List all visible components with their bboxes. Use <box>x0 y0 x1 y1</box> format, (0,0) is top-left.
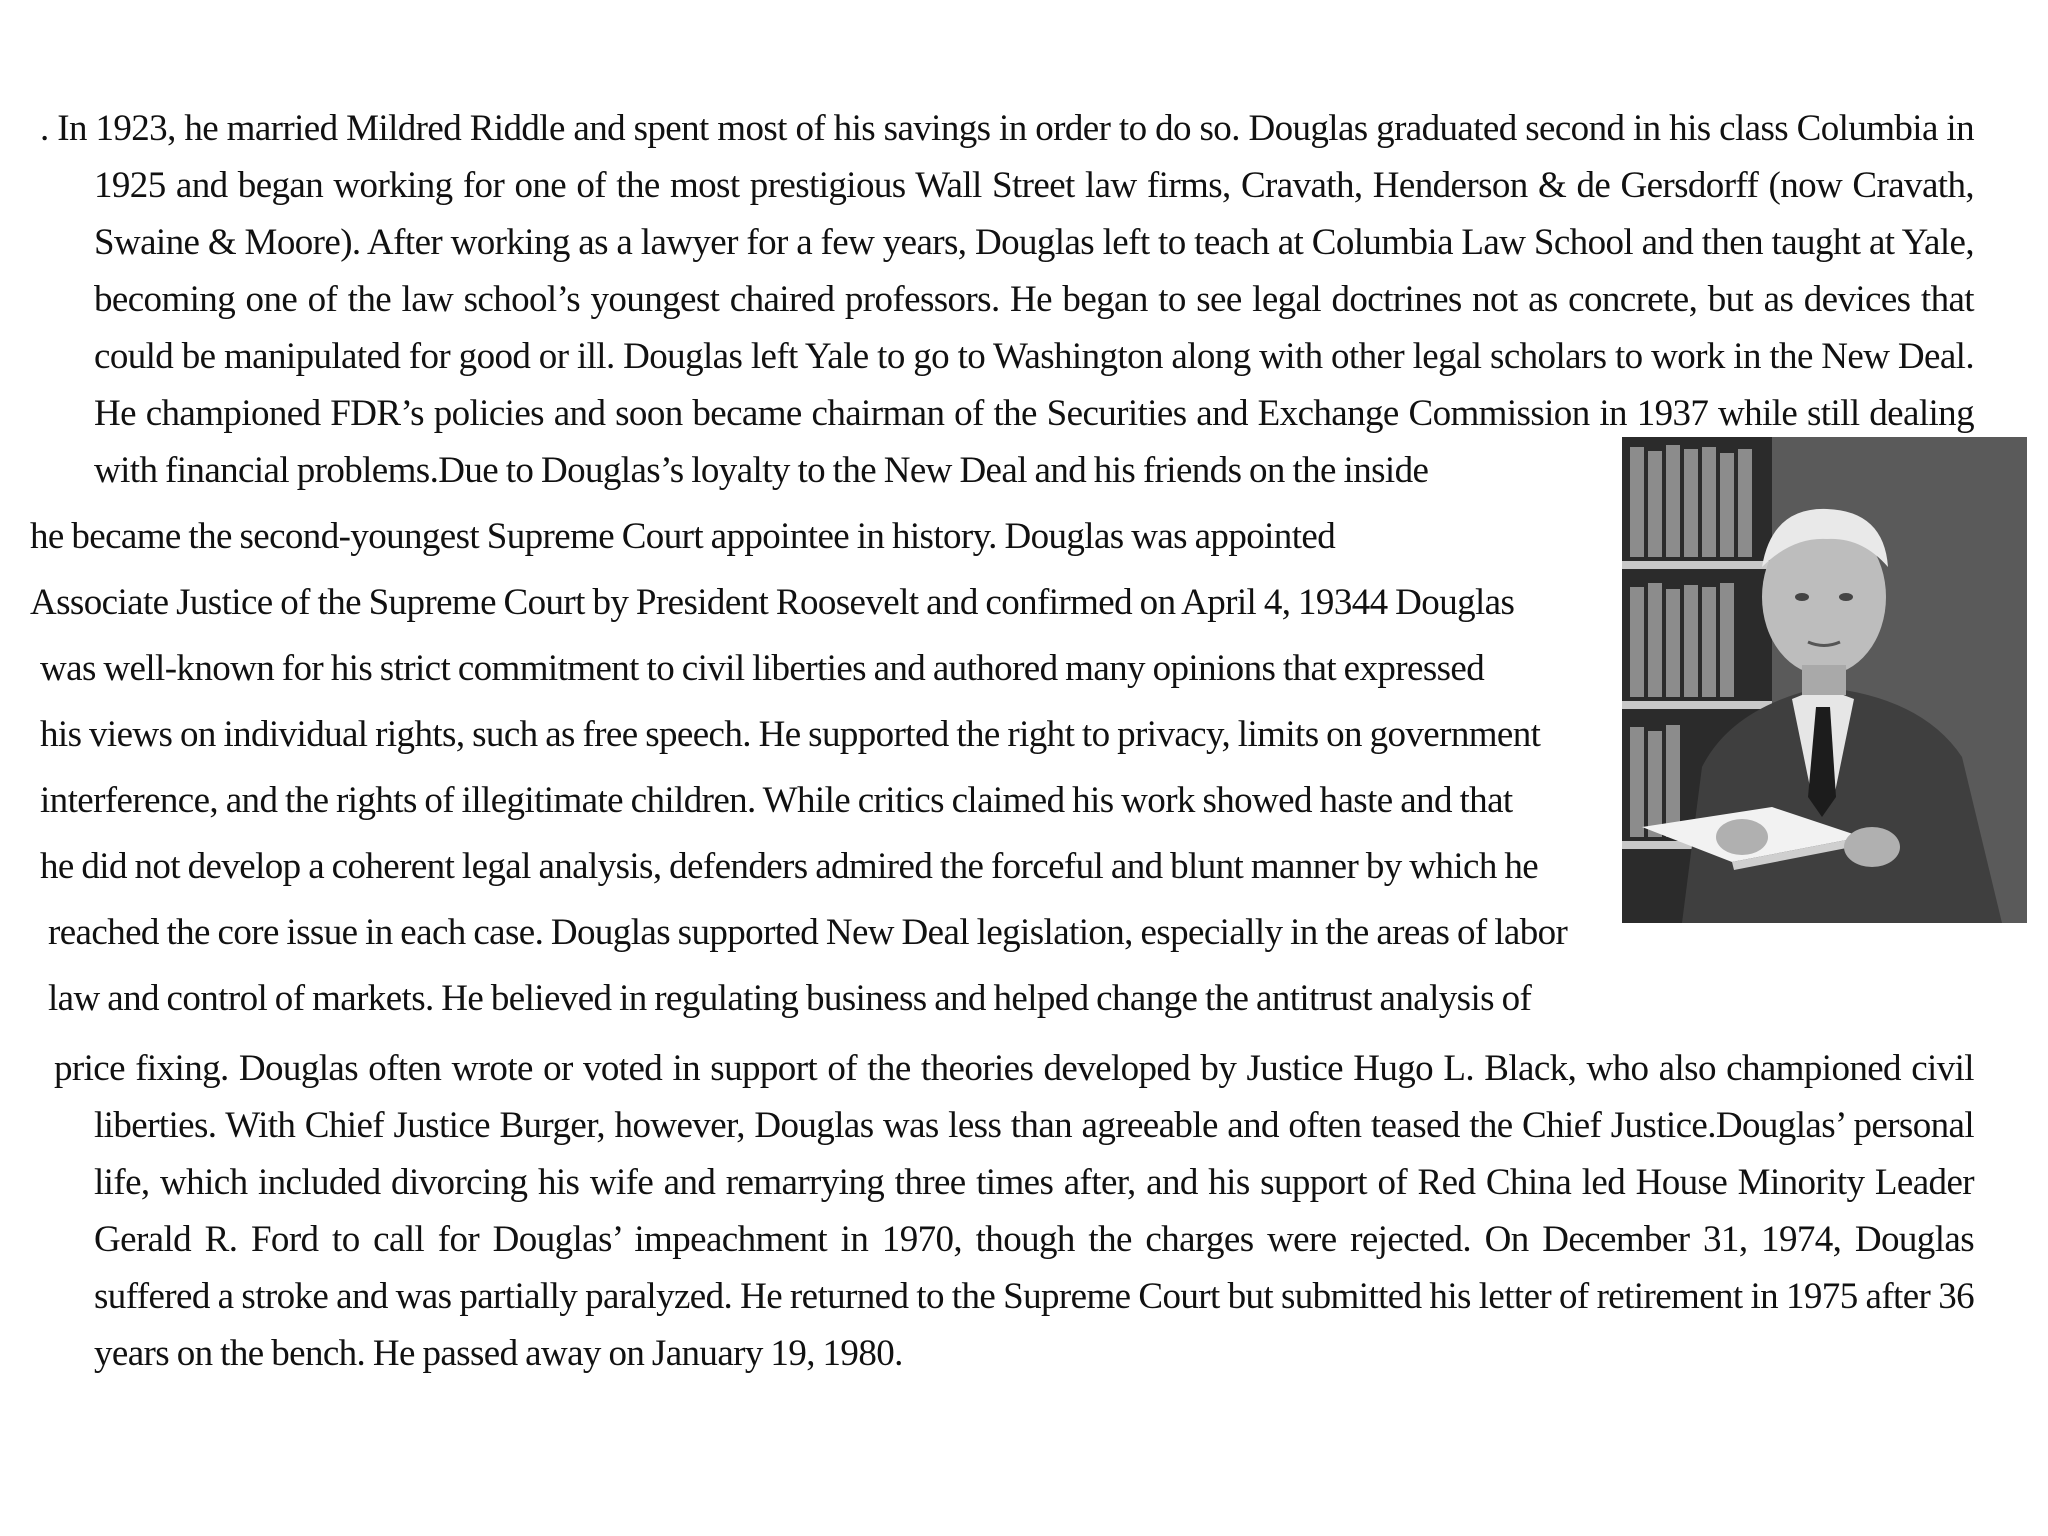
portrait-illustration <box>1622 437 2027 923</box>
top-paragraph: . In 1923, he married Mildred Riddle and spent most of his savings in order to do so. Douglas graduated second in his class Columbia in 1925 and began working for one of the most prestigious Wall Street law firms, Cravath, Henderson & de Gersdorff (now Cravath, Swaine & Moore). After working as a lawyer for a few years, Douglas left to teach at Columbia Law School and then taught at Yale, becoming one of the law school’s youngest chaired professors. He began to see legal doctrines not as concrete, but as devices that could be manipulated for good or ill. Douglas left Yale to go to Washington along with other legal scholars to work in the New Deal. He championed FDR’s policies and soon became chairman of the Securities and Exchange Commission in 1937 while still dealing with financial problems.Due to Douglas’s loyalty to the New Deal and his friends on the inside <box>40 108 1974 491</box>
wrapped-line: his views on individual rights, such as free speech. He supported the right to privacy, limits on government <box>40 714 1541 755</box>
wrapped-line: interference, and the rights of illegitimate children. While critics claimed his work showed haste and that <box>40 780 1513 821</box>
wrapped-line: was well-known for his strict commitment to civil liberties and authored many opinions that expressed <box>40 648 1485 689</box>
wrapped-line: law and control of markets. He believed in regulating business and helped change the antitrust analysis of <box>48 978 1532 1019</box>
wrapped-line: Associate Justice of the Supreme Court by President Roosevelt and confirmed on April 4, 19344 Douglas <box>30 582 1515 623</box>
wrapped-line: he became the second-youngest Supreme Court appointee in history. Douglas was appointed <box>30 516 1336 557</box>
bottom-paragraph: price fixing. Douglas often wrote or voted in support of the theories developed by Justice Hugo L. Black, who also championed civil liberties. With Chief Justice Burger, however, Douglas was less than agreeable and often teased the Chief Justice.Douglas’ personal life, which included divorcing his wife and remarrying three times after, and his support of Red China led House Minority Leader Gerald R. Ford to call for Douglas’ impeachment in 1970, though the charges were rejected. On December 31, 1974, Douglas suffered a stroke and was partially paralyzed. He returned to the Supreme Court but submitted his letter of retirement in 1975 after 36 years on the bench. He passed away on January 19, 1980. <box>54 1048 1974 1374</box>
wrapped-line: reached the core issue in each case. Douglas supported New Deal legislation, especially in the areas of labor <box>48 912 1568 953</box>
portrait-photo <box>1622 437 2027 923</box>
wrapped-line: he did not develop a coherent legal analysis, defenders admired the forceful and blunt manner by which he <box>40 846 1539 887</box>
